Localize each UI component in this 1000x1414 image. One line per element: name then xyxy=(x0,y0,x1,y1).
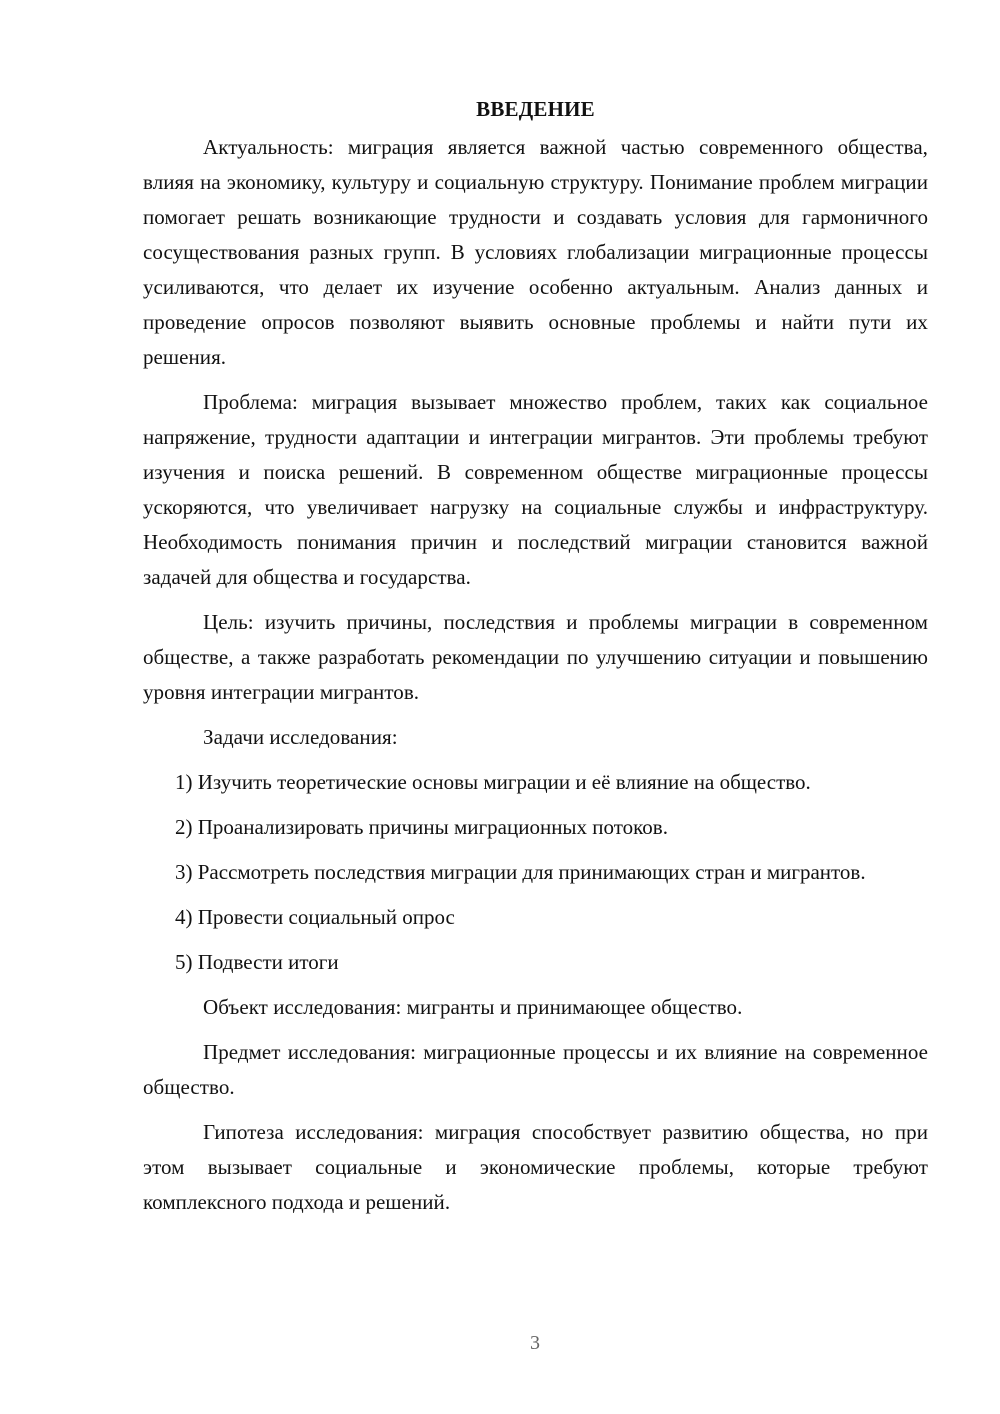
task-item: 5) Подвести итоги xyxy=(175,950,339,974)
hypothesis-paragraph: Гипотеза исследования: миграция способствует развитию общества, но при этом вызывает социальные и экономические проблемы, которые требуют комплексного подхода и решений. xyxy=(143,1120,928,1214)
tasks-heading: Задачи исследования: xyxy=(203,725,398,749)
problem-paragraph: Проблема: миграция вызывает множество проблем, таких как социальное напряжение, трудности адаптации и интеграции мигрантов. Эти проблемы требуют изучения и поиска решений. В современном обществе миграционные процессы ускоряются, что увеличивает нагрузку на социальные службы и инфраструктуру. Необходимость понимания причин и последствий миграции становится важной задачей для общества и государства. xyxy=(143,390,928,589)
object-paragraph: Объект исследования: мигранты и принимающее общество. xyxy=(203,995,743,1019)
task-item: 1) Изучить теоретические основы миграции и её влияние на общество. xyxy=(175,770,811,794)
document-title: ВВЕДЕНИЕ xyxy=(476,97,595,121)
tasks-list xyxy=(143,765,928,980)
subject-paragraph: Предмет исследования: миграционные процессы и их влияние на современное общество. xyxy=(143,1040,928,1099)
page-number: 3 xyxy=(530,1332,540,1354)
document-page xyxy=(143,92,928,1220)
goal-paragraph: Цель: изучить причины, последствия и проблемы миграции в современном обществе, а также разработать рекомендации по улучшению ситуации и повышению уровня интеграции мигрантов. xyxy=(143,610,928,704)
task-item: 4) Провести социальный опрос xyxy=(175,905,455,929)
task-item: 3) Рассмотреть последствия миграции для принимающих стран и мигрантов. xyxy=(175,860,866,884)
relevance-paragraph: Актуальность: миграция является важной частью современного общества, влияя на экономику, культуру и социальную структуру. Понимание проблем миграции помогает решать возникающие трудности и создавать условия для гармоничного сосуществования разных групп. В условиях глобализации миграционные процессы усиливаются, что делает их изучение особенно актуальным. Анализ данных и проведение опросов позволяют выявить основные проблемы и найти пути их решения. xyxy=(143,135,928,369)
task-item: 2) Проанализировать причины миграционных потоков. xyxy=(175,815,668,839)
